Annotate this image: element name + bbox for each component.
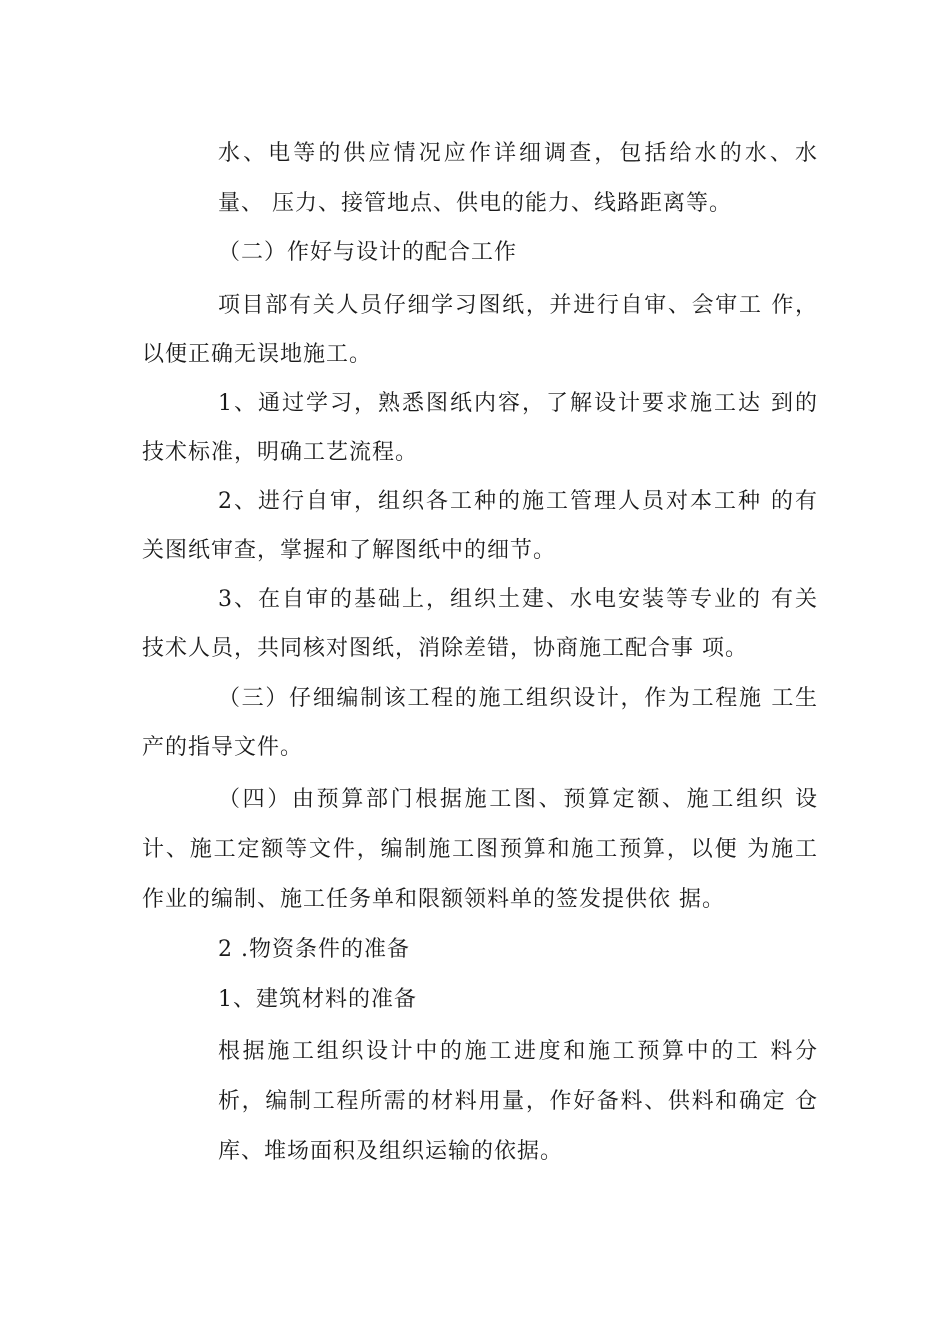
text-line-4: 项目部有关人员仔细学习图纸，并进行自审、会审工 作， xyxy=(218,293,818,318)
section-4-line-1: （四）由预算部门根据施工图、预算定额、施工组织 设 xyxy=(218,787,818,812)
text-line-5: 以便正确无误地施工。 xyxy=(142,342,373,367)
subsection-heading-building-materials: 1、建筑材料的准备 xyxy=(218,987,417,1012)
list-item-1-line-1: 1、通过学习，熟悉图纸内容，了解设计要求施工达 到的 xyxy=(218,391,818,416)
list-item-1-line-2: 技术标准，明确工艺流程。 xyxy=(142,440,419,465)
section-heading-2: （二）作好与设计的配合工作 xyxy=(218,240,518,265)
section-4-line-2: 计、施工定额等文件，编制施工图预算和施工预算，以便 为施工 xyxy=(142,837,818,862)
list-item-2-line-1: 2、进行自审，组织各工种的施工管理人员对本工种 的有 xyxy=(218,489,818,514)
materials-line-1: 根据施工组织设计中的施工进度和施工预算中的工 料分 xyxy=(218,1039,818,1064)
section-4-line-3: 作业的编制、施工任务单和限额领料单的签发提供依 据。 xyxy=(142,887,725,912)
materials-line-3: 库、堆场面积及组织运输的依据。 xyxy=(218,1139,564,1164)
materials-line-2: 析，编制工程所需的材料用量，作好备料、供料和确定 仓 xyxy=(218,1089,818,1114)
text-line-2: 量、 压力、接管地点、供电的能力、线路距离等。 xyxy=(218,191,732,216)
section-heading-materials: 2 .物资条件的准备 xyxy=(218,937,410,962)
list-item-3-line-1: 3、在自审的基础上，组织土建、水电安装等专业的 有关 xyxy=(218,587,818,612)
list-item-2-line-2: 关图纸审查，掌握和了解图纸中的细节。 xyxy=(142,538,557,563)
section-3-line-1: （三）仔细编制该工程的施工组织设计，作为工程施 工生 xyxy=(218,686,818,711)
text-line-1: 水、电等的供应情况应作详细调查，包括给水的水、水 xyxy=(218,141,818,166)
list-item-3-line-2: 技术人员，共同核对图纸，消除差错，协商施工配合事 项。 xyxy=(142,636,748,661)
section-3-line-2: 产的指导文件。 xyxy=(142,735,304,760)
